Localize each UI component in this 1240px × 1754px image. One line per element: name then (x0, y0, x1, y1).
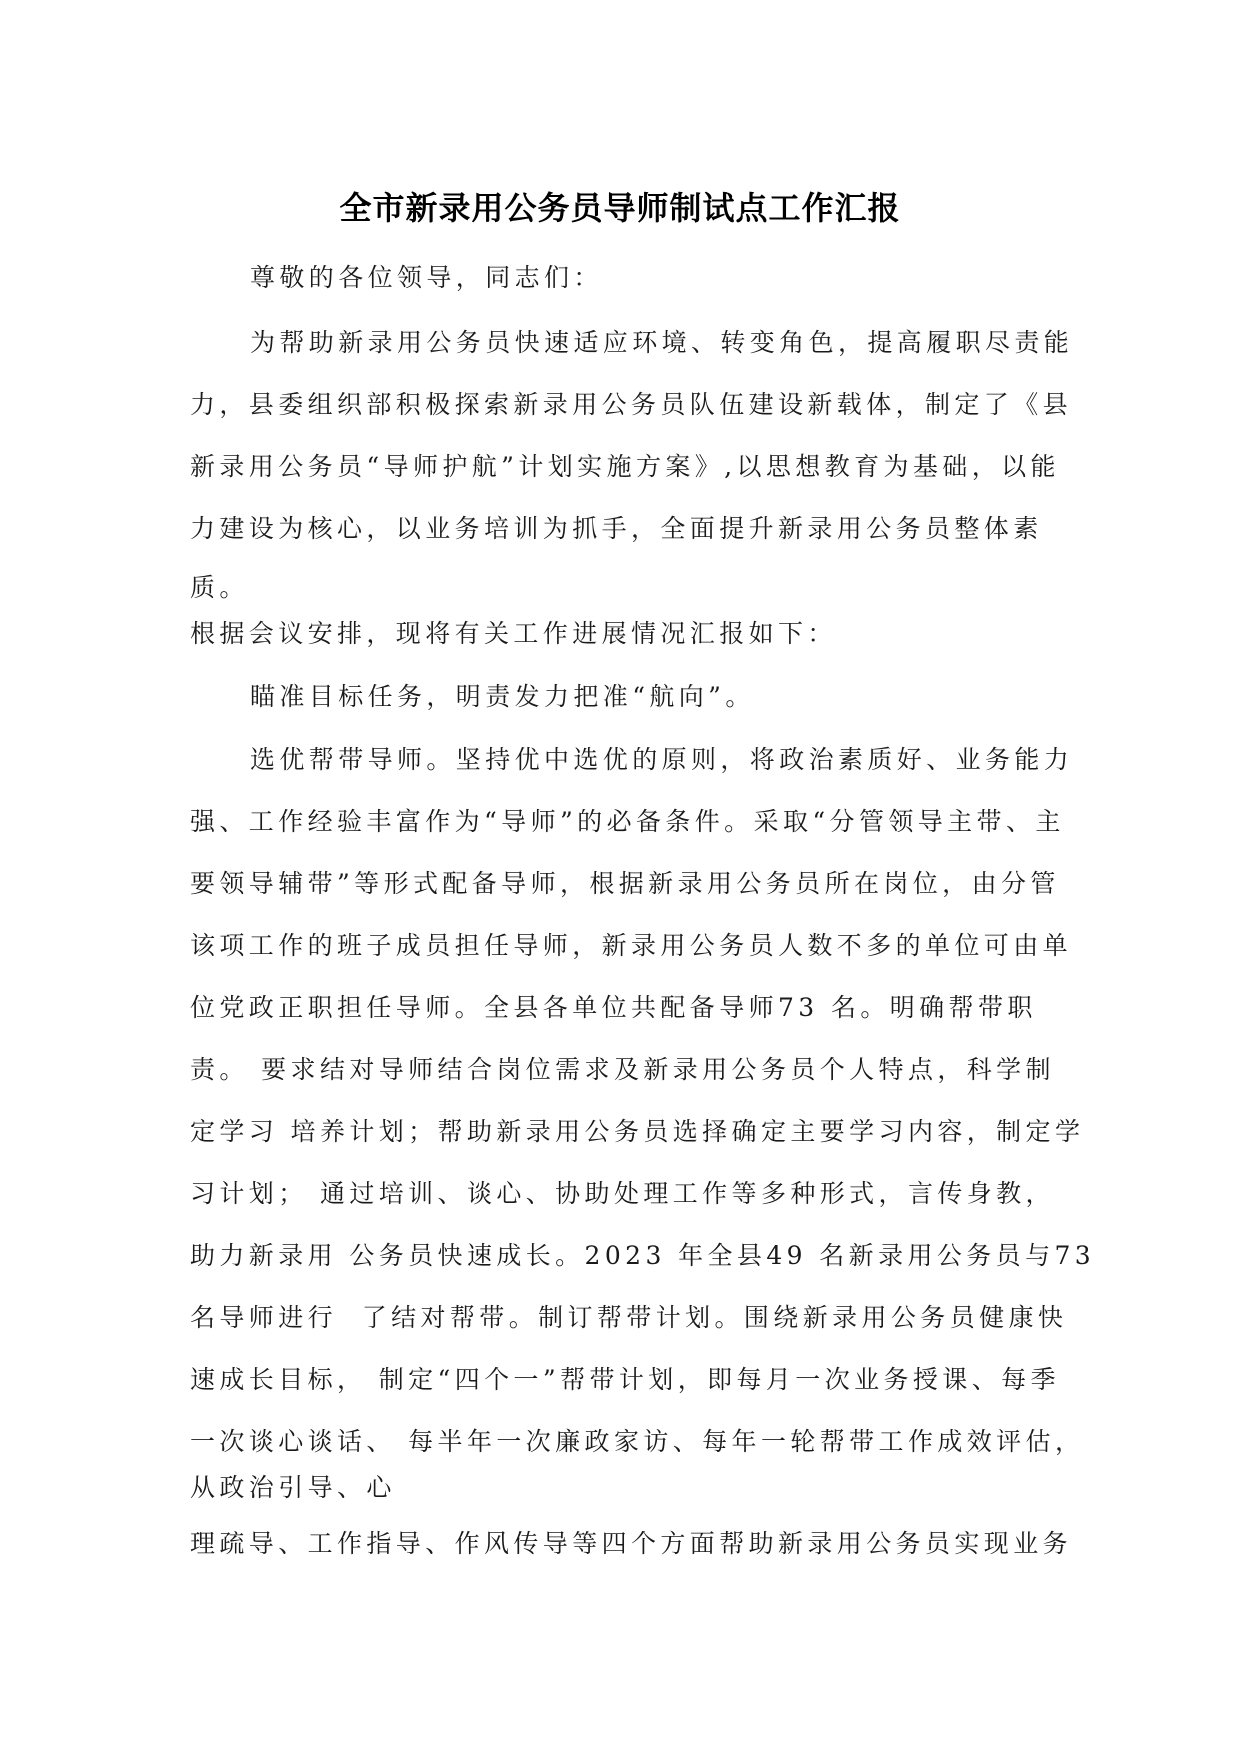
document-title: 全市新录用公务员导师制试点工作汇报 (339, 189, 901, 227)
paragraph-line: 速成长目标， 制定“四个一”帮带计划，即每月一次业务授课、每季 (190, 1365, 1060, 1394)
paragraph-line: 要领导辅带”等形式配备导师，根据新录用公务员所在岗位，由分管 (190, 869, 1060, 898)
paragraph-line: 一次谈心谈话、 每半年一次廉政家访、每年一轮帮带工作成效评估， (190, 1427, 1085, 1456)
paragraph-line: 质。 (190, 573, 249, 602)
paragraph-line: 助力新录用 公务员快速成长。2023 年全县49 名新录用公务员与73 (190, 1241, 1096, 1270)
paragraph-line: 习计划； 通过培训、谈心、协助处理工作等多种形式，言传身教， (190, 1179, 1055, 1208)
paragraph-line: 责。 要求结对导师结合岗位需求及新录用公务员个人特点，科学制 (190, 1055, 1055, 1084)
paragraph-line: 新录用公务员“导师护航”计划实施方案》,以思想教育为基础，以能 (190, 452, 1060, 481)
paragraph-line: 根据会议安排，现将有关工作进展情况汇报如下： (190, 619, 837, 648)
paragraph-line: 定学习 培养计划；帮助新录用公务员选择确定主要学习内容，制定学 (190, 1117, 1085, 1146)
paragraph-line: 从政治引导、心 (190, 1473, 396, 1502)
paragraph-line: 力，县委组织部积极探索新录用公务员队伍建设新载体，制定了《县 (190, 390, 1073, 419)
paragraph-line: 为帮助新录用公务员快速适应环境、转变角色，提高履职尽责能 (250, 328, 1074, 357)
section-heading: 瞄准目标任务，明责发力把准“航向”。 (250, 682, 755, 711)
salutation: 尊敬的各位领导，同志们： (250, 263, 603, 292)
paragraph-line: 该项工作的班子成员担任导师，新录用公务员人数不多的单位可由单 (190, 931, 1073, 960)
paragraph-line: 强、工作经验丰富作为“导师”的必备条件。采取“分管领导主带、主 (190, 807, 1065, 836)
paragraph-line: 力建设为核心，以业务培训为抓手，全面提升新录用公务员整体素 (190, 514, 1043, 543)
paragraph-line: 名导师进行 了结对帮带。制订帮带计划。围绕新录用公务员健康快 (190, 1303, 1068, 1332)
paragraph-line: 位党政正职担任导师。全县各单位共配备导师73 名。明确帮带职 (190, 993, 1037, 1022)
paragraph-line: 选优帮带导师。坚持优中选优的原则，将政治素质好、业务能力 (250, 745, 1074, 774)
paragraph-line: 理疏导、工作指导、作风传导等四个方面帮助新录用公务员实现业务 (190, 1529, 1073, 1558)
